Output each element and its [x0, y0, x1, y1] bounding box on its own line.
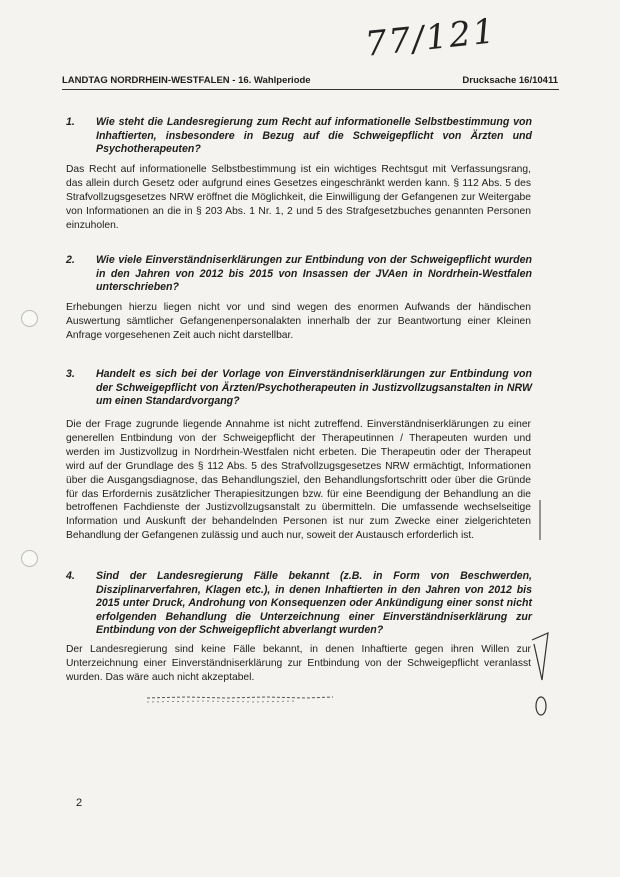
header-parliament: LANDTAG NORDRHEIN-WESTFALEN - 16. Wahlperiode: [62, 75, 311, 86]
question-1: [66, 116, 532, 157]
question-number: 1.: [66, 116, 75, 128]
margin-line-mark: [536, 498, 546, 542]
question-text: Wie viele Einverständniserklärungen zur Entbindung von der Schweigepflicht wurden in den Jahren von 2012 bis 2015 von Insassen der JVAen in Nordrhein-Westfalen unterschrieben?: [96, 254, 532, 293]
pen-scribble-line: [145, 692, 335, 704]
punch-hole: [21, 550, 38, 567]
header-document-number: Drucksache 16/10411: [462, 75, 558, 86]
question-text: Sind der Landesregierung Fälle bekannt (z.B. in Form von Beschwerden, Disziplinarverfahren, Klagen etc.), in denen Inhaftierten in den Jahren von 2012 bis 2015 unter Druck, Androhung von Konsequenzen oder Ankündigung einer sonst nicht erfolgenden Behandlung die Unterzeichnung einer Einverständniserklärung zur Entbindung von der Schweigepflicht abverlangt wurden?: [96, 570, 532, 636]
margin-exclamation-mark: [528, 630, 554, 720]
handwritten-page-note: 77/121: [363, 11, 499, 65]
question-2: [66, 254, 532, 295]
answer-1: Das Recht auf informationelle Selbstbestimmung ist ein wichtiges Rechtsgut mit Verfassungsrang, das allein durch Gesetz oder aufgrund eines Gesetzes eingeschränkt werden kann. § 112 Abs. 5 des Strafvollzugsgesetzes NRW eröffnet die Möglichkeit, die Einwilligung der Gefangenen zur Weitergabe von Informationen an die in § 203 Abs. 1 Nr. 1, 2 und 5 des Strafgesetzbuches genannten Personen einzuholen.: [66, 164, 531, 231]
question-number: 4.: [66, 570, 75, 582]
question-text: Handelt es sich bei der Vorlage von Einverständniserklärungen zur Entbindung von der Schweigepflicht von Ärzten/Psychotherapeuten in Justizvollzugsanstalten in NRW um einen Standardvorgang?: [96, 368, 532, 407]
answer-2: Erhebungen hierzu liegen nicht vor und sind wegen des enormen Aufwands der händischen Auswertung sämtlicher Gefangenenpersonalakten innerhalb der zur Beantwortung einer Kleinen Anfrage vorgesehenen Zeit auch nicht darstellbar.: [66, 302, 531, 341]
question-number: 3.: [66, 368, 75, 380]
question-number: 2.: [66, 254, 75, 266]
answer-3: Die der Frage zugrunde liegende Annahme ist nicht zutreffend. Einverständniserklärungen zu einer generellen Entbindung von der Schweigepflicht der Therapeutinnen / Therapeuten wurden und werden im Justizvollzug in Nordrhein-Westfalen nicht erbeten. Die Therapeutin oder der Therapeut wird auf der Grundlage des § 112 Abs. 5 des Strafvollzugsgesetzes NRW ermächtigt, Informationen über die Ausgangsdiagnose, das Behandlungsziel, den Behandlungsfortschritt oder über die Gründe für das Erfordernis zusätzlicher Therapiesitzungen bzw. für eine Beendigung der Behandlung an die betroffenen Fachdienste der Justizvollzugsanstalt zu übermitteln. Die umfassende wechselseitige Information und Auskunft der behandelnden Personen ist nur zum Zwecke einer zielgerichteten Behandlung der Gefangenen zulässig und auch nur, soweit der Austausch erforderlich ist.: [66, 419, 531, 542]
punch-hole: [21, 310, 38, 327]
question-3: [66, 368, 532, 409]
page-number: 2: [76, 797, 83, 809]
question-text: Wie steht die Landesregierung zum Recht auf informationelle Selbstbestimmung von Inhaftierten, insbesondere in Bezug auf die Schweigepflicht von Ärzten und Psychotherapeuten?: [96, 116, 532, 155]
question-4: [66, 570, 532, 638]
header-rule: [62, 89, 559, 90]
answer-4: Der Landesregierung sind keine Fälle bekannt, in denen Inhaftierte gegen ihren Willen zur Unterzeichnung einer Einverständniserklärung zur Entbindung von der Schweigepflicht veranlasst wurden. Das wäre auch nicht akzeptabel.: [66, 644, 531, 683]
